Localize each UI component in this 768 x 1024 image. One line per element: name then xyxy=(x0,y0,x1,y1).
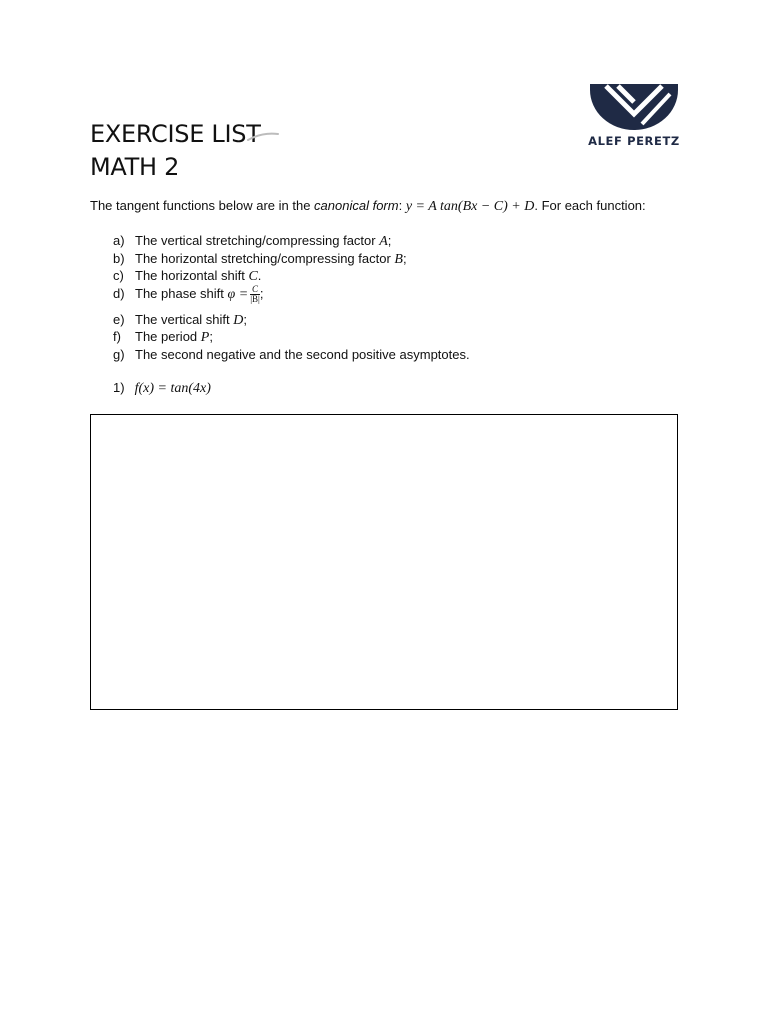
item-symbol: B xyxy=(394,251,403,267)
item-label: d) xyxy=(113,285,125,301)
item-text: The horizontal stretching/compressing factor xyxy=(135,250,395,266)
question-equation: f(x) = tan(4x) xyxy=(134,381,211,396)
item-end: ; xyxy=(209,329,213,344)
intro-text: The tangent functions below are in the xyxy=(90,198,315,213)
item-text: The vertical stretching/compressing factor xyxy=(135,233,380,248)
page-title: EXERCISE LIST xyxy=(90,120,261,148)
intro-colon: : xyxy=(398,198,406,213)
item-end: ; xyxy=(259,285,264,301)
brush-stroke-icon xyxy=(246,128,280,144)
item-label: f) xyxy=(113,329,121,344)
item-text: The second negative and the second positive asymptotes. xyxy=(135,346,470,362)
item-symbol: C xyxy=(248,269,258,284)
logo xyxy=(588,84,680,150)
item-end: ; xyxy=(402,250,407,266)
question-number: 1) xyxy=(113,380,125,395)
item-symbol: A xyxy=(379,234,388,249)
item-end: . xyxy=(257,268,262,283)
question-1 xyxy=(113,380,211,397)
answer-box[interactable] xyxy=(90,414,678,710)
fraction-denominator: |B| xyxy=(250,293,260,304)
item-text: The period xyxy=(135,329,201,344)
item-end: ; xyxy=(387,233,392,248)
item-symbol: P xyxy=(200,330,210,345)
item-symbol: φ = xyxy=(227,286,249,302)
fraction-numerator: C xyxy=(252,283,259,294)
item-text: The vertical shift xyxy=(135,311,234,327)
item-label: e) xyxy=(113,311,125,327)
item-text: The phase shift xyxy=(135,285,228,301)
intro-text-end: . For each function: xyxy=(534,198,646,213)
item-symbol: D xyxy=(233,312,244,328)
intro-emphasis: canonical form xyxy=(314,198,399,213)
item-end: ; xyxy=(243,311,248,327)
item-label: a) xyxy=(113,233,125,248)
item-label: g) xyxy=(113,346,125,362)
item-text: The horizontal shift xyxy=(135,268,249,283)
logo-emblem-icon xyxy=(588,84,680,130)
item-label: b) xyxy=(113,250,125,266)
intro-paragraph xyxy=(90,197,650,216)
logo-text: ALEF PERETZ xyxy=(588,134,680,148)
canonical-formula: y = A tan(Bx − C) + D xyxy=(405,199,535,214)
page-subtitle: MATH 2 xyxy=(90,153,180,181)
item-label: c) xyxy=(113,268,124,283)
phase-fraction xyxy=(250,285,260,304)
